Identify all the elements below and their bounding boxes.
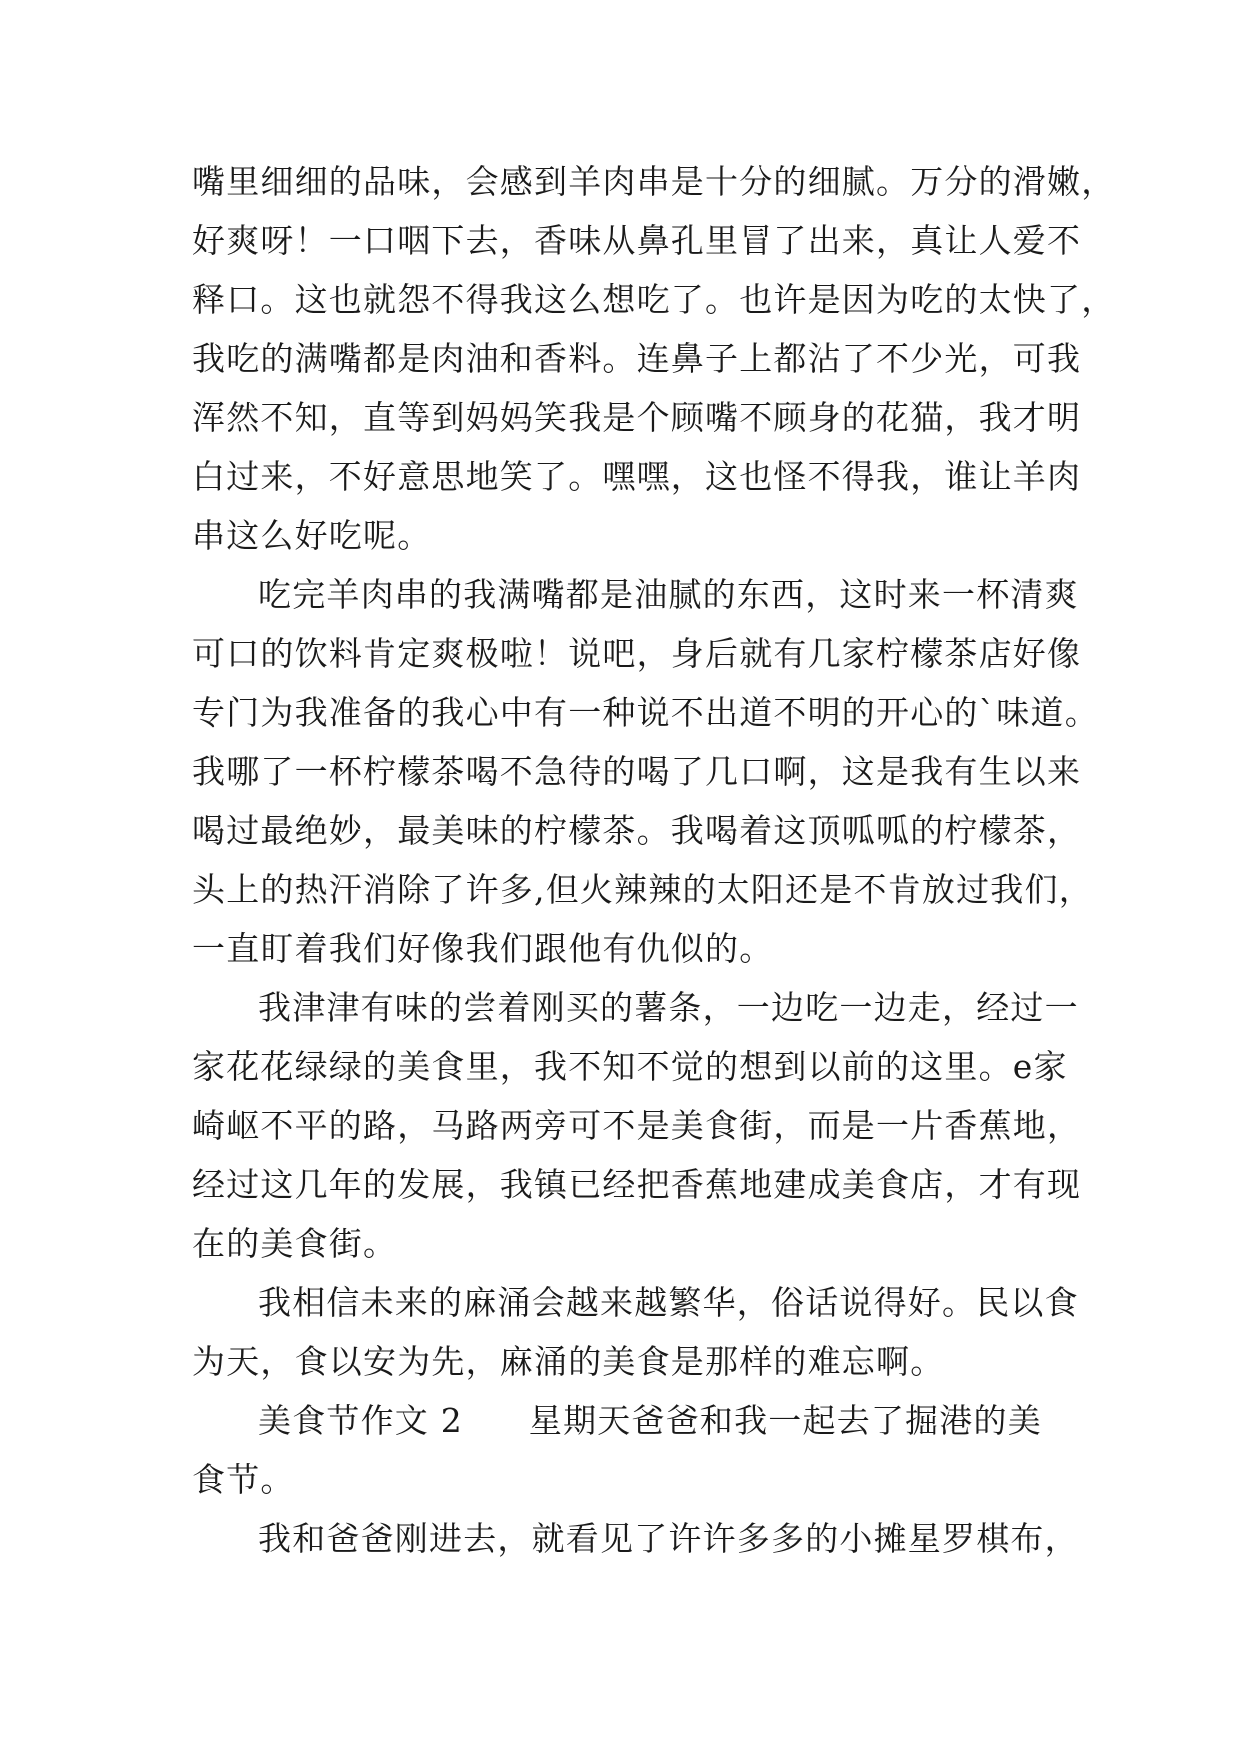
text-line: 我哪了一杯柠檬茶喝不急待的喝了几口啊，这是我有生以来 (192, 752, 1082, 791)
paragraph-start-line: 我津津有味的尝着刚买的薯条，一边吃一边走，经过一 (258, 988, 1079, 1027)
text-line: 好爽呀！一口咽下去，香味从鼻孔里冒了出来，真让人爱不 (192, 221, 1082, 260)
essay-title: 美食节作文 2 (258, 1401, 463, 1440)
text-line: 浑然不知，直等到妈妈笑我是个顾嘴不顾身的花猫，我才明 (192, 398, 1082, 437)
text-line: 在的美食街。 (192, 1224, 398, 1263)
text-line: 为天，食以安为先，麻涌的美食是那样的难忘啊。 (192, 1342, 945, 1381)
text-line: 食节。 (192, 1460, 295, 1499)
heading-line-text: 星期天爸爸和我一起去了掘港的美 (528, 1401, 1042, 1440)
text-line: 家花花绿绿的美食里，我不知不觉的想到以前的这里。e家 (192, 1047, 1068, 1086)
paragraph-start-line: 吃完羊肉串的我满嘴都是油腻的东西，这时来一杯清爽 (258, 575, 1079, 614)
paragraph-start-line: 我相信未来的麻涌会越来越繁华，俗话说得好。民以食 (258, 1283, 1079, 1322)
text-line: 专门为我准备的我心中有一种说不出道不明的开心的`味道。 (192, 693, 1099, 732)
body-text (192, 152, 1116, 1568)
heading-line (192, 1391, 1072, 1450)
text-line: 串这么好吃呢。 (192, 516, 432, 555)
text-line: 释口。这也就怨不得我这么想吃了。也许是因为吃的太快了， (192, 280, 1116, 319)
paragraph-start-line: 我和爸爸刚进去，就看见了许许多多的小摊星罗棋布， (258, 1519, 1079, 1558)
text-line: 我吃的满嘴都是肉油和香料。连鼻子上都沾了不少光，可我 (192, 339, 1082, 378)
text-line: 可口的饮料肯定爽极啦！说吧，身后就有几家柠檬茶店好像 (192, 634, 1082, 673)
text-line: 崎岖不平的路，马路两旁可不是美食街，而是一片香蕉地， (192, 1106, 1082, 1145)
text-line: 头上的热汗消除了许多,但火辣辣的太阳还是不肯放过我们， (192, 870, 1093, 909)
text-line: 白过来，不好意思地笑了。嘿嘿，这也怪不得我，谁让羊肉 (192, 457, 1082, 496)
text-line: 嘴里细细的品味，会感到羊肉串是十分的细腻。万分的滑嫩， (192, 162, 1116, 201)
text-line: 一直盯着我们好像我们跟他有仇似的。 (192, 929, 774, 968)
text-line: 经过这几年的发展，我镇已经把香蕉地建成美食店，才有现 (192, 1165, 1082, 1204)
text-line: 喝过最绝妙，最美味的柠檬茶。我喝着这顶呱呱的柠檬茶， (192, 811, 1082, 850)
